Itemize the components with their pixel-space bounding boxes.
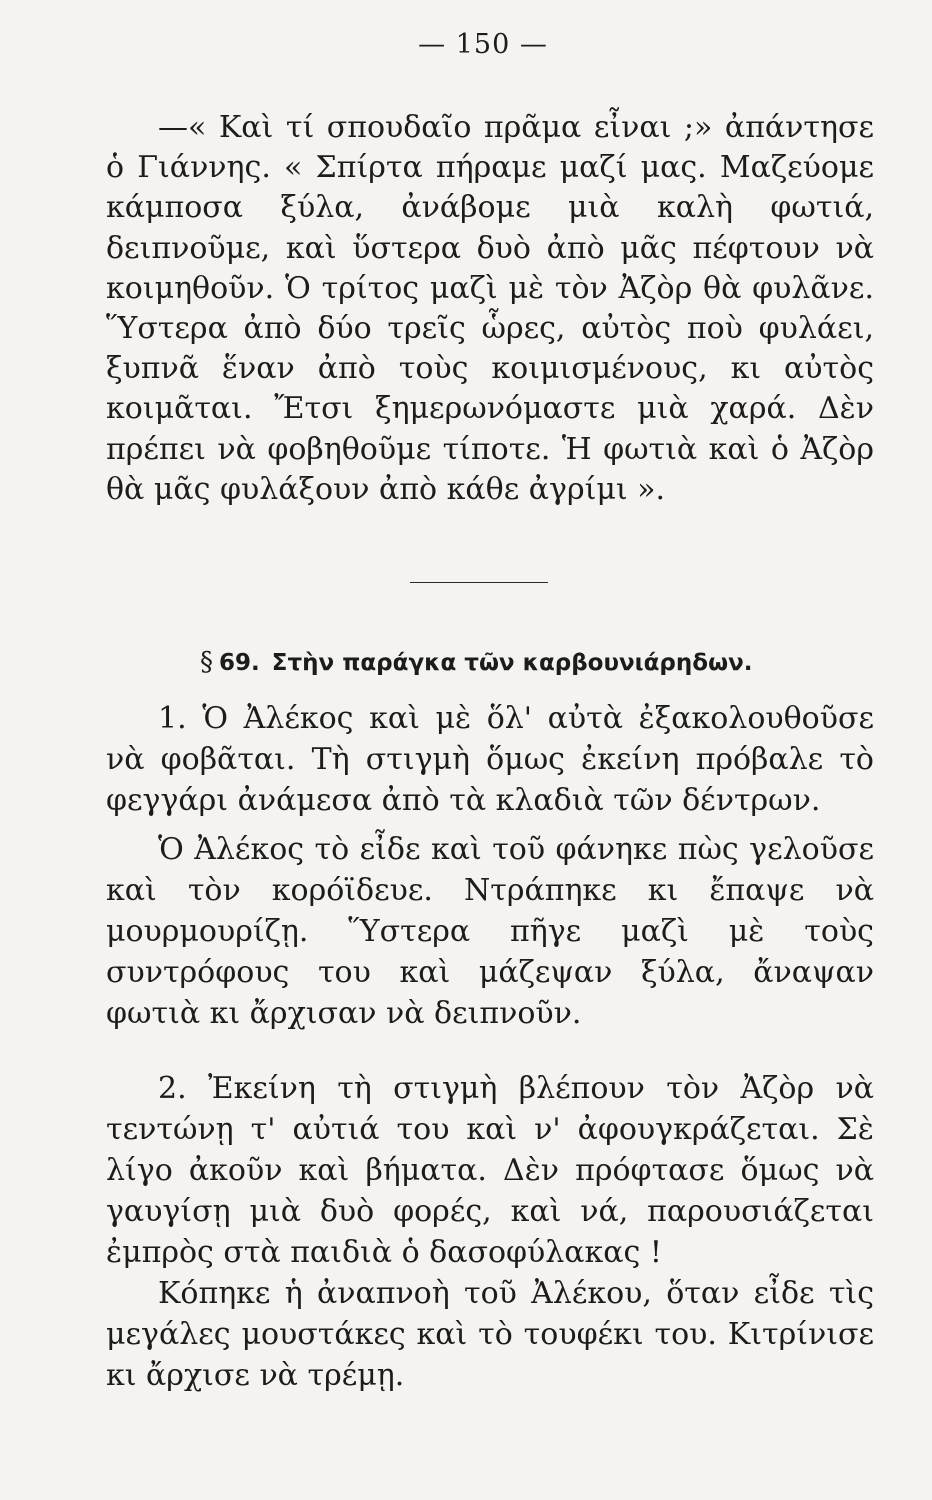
section-number: 69. [219, 650, 260, 677]
section-divider [410, 582, 548, 583]
section-sign: § [200, 647, 213, 678]
section-heading [200, 647, 874, 678]
opening-paragraph: —« Καὶ τί σπουδαῖο πρᾶμα εἶναι ;» ἀπάντησε ὁ Γιάννης. « Σπίρτα πήραμε μαζί μας. Μαζεύομε κάμποσα ξύλα, ἀνάβομε μιὰ καλὴ φωτιά, δειπνοῦμε, καὶ ὕστερα δυὸ ἀπὸ μᾶς πέφτουν νὰ κοιμηθοῦν. Ὁ τρίτος μαζὶ μὲ τὸν Ἀζὸρ θὰ φυλᾶνε. Ὕστερα ἀπὸ δύο τρεῖς ὧρες, αὐτὸς ποὺ φυλάει, ξυπνᾶ ἕναν ἀπὸ τοὺς κοιμισμένους, κι αὐτὸς κοιμᾶται. Ἔτσι ξημερωνόμαστε μιὰ χαρά. Δὲν πρέπει νὰ φοβηθοῦμε τίποτε. Ἡ φωτιὰ καὶ ὁ Ἀζὸρ θὰ μᾶς φυλάξουν ἀπὸ κάθε ἀγρίμι ». [106, 110, 874, 507]
page-number: — 150 — [418, 29, 548, 60]
paragraph-1: 1. Ὁ Ἀλέκος καὶ μὲ ὅλ' αὐτὰ ἐξακολουθοῦσε νὰ φοβᾶται. Τὴ στιγμὴ ὅμως ἐκείνη πρόβαλε τὸ φεγγάρι ἀνάμεσα ἀπὸ τὰ κλαδιὰ τῶν δέντρων. [106, 701, 874, 819]
section-title: Στὴν παράγκα τῶν καρβουνιάρηδων. [271, 650, 753, 677]
paragraph-4: Κόπηκε ἡ ἀναπνοὴ τοῦ Ἀλέκου, ὅταν εἶδε τὶς μεγάλες μουστάκες καὶ τὸ τουφέκι του. Κιτρίνισε κι ἄρχισε νὰ τρέμῃ. [106, 1276, 874, 1394]
paragraph-3: 2. Ἐκείνη τὴ στιγμὴ βλέπουν τὸν Ἀζὸρ νὰ τεντώνῃ τ' αὐτιά του καὶ ν' ἀφουγκράζεται. Σὲ λίγο ἀκοῦν καὶ βήματα. Δὲν πρόφτασε ὅμως νὰ γαυγίσῃ μιὰ δυὸ φορές, καὶ νά, παρουσιάζεται ἐμπρὸς στὰ παιδιὰ ὁ δασοφύλακας ! [106, 1071, 874, 1271]
opening-block [106, 108, 874, 510]
paragraph-2: Ὁ Ἀλέκος τὸ εἶδε καὶ τοῦ φάνηκε πὼς γελοῦσε καὶ τὸν κορόϊδευε. Ντράπηκε κι ἔπαψε νὰ μουρμουρίζῃ. Ὕστερα πῆγε μαζὶ μὲ τοὺς συντρόφους του καὶ μάζεψαν ξύλα, ἄναψαν φωτιὰ κι ἄρχισαν νὰ δειπνοῦν. [106, 832, 874, 1032]
